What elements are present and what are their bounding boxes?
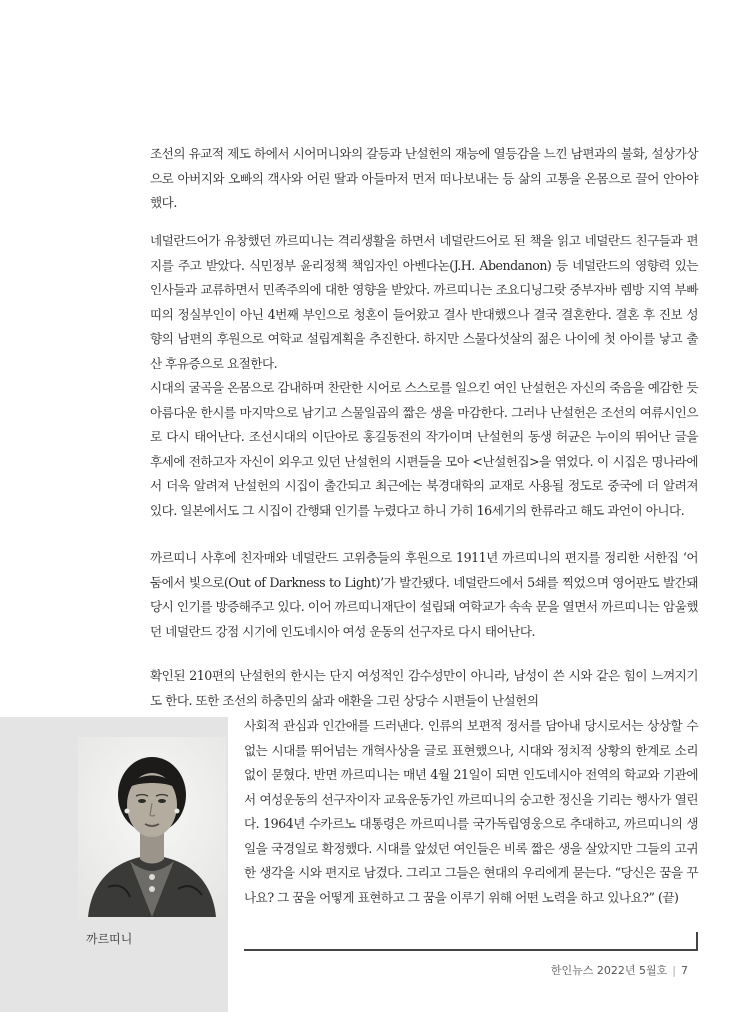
page-number: 7 [681,964,688,977]
paragraph-4: 까르띠니 사후에 친자매와 네덜란드 고위층들의 후원으로 1911년 까르띠니의 편지를 정리한 서한집 ‘어둠에서 빛으로(Out of Darkness to Light)’가 발간됐다. 네덜란드에서 5쇄를 찍었으며 영어판도 발간돼 당시 인기를 방증해주고 있다. 이어 까르띠니재단이 설립돼 여학교가 속속 문을 열면서 까르띠니는 암울했던 네덜란드 강점 시기에 인도네시아 여성 운동의 선구자로 다시 태어난다. [150,550,698,639]
end-bracket-horizontal [244,949,698,951]
photo-caption: 까르띠니 [86,932,133,946]
paragraph-2: 네덜란드어가 유창했던 까르띠니는 격리생활을 하면서 네덜란드어로 된 책을 읽고 네덜란드 친구들과 편지를 주고 받았다. 식민정부 윤리정책 책임자인 아벤다논(J.H. Abendanon) 등 네덜란드의 영향력 있는 인사들과 교류하면서 민족주의에 대한 영향을 받았다. 까르띠니는 조요디닝그랏 중부자바 렘방 지역 부빠띠의 정실부인이 아닌 4번째 부인으로 청혼이 들어왔고 결사 반대했으나 결국 결혼한다. 결혼 후 진보 성향의 남편의 후원으로 여학교 설립계획을 추진한다. 하지만 스물다섯살의 젊은 나이에 첫 아이를 낳고 출산 후유증으로 요절한다. [150,233,698,371]
publication-name: 한인뉴스 2022년 5월호 [550,964,668,977]
footer-divider: | [672,964,676,977]
page-footer [551,962,688,978]
paragraph-5-top: 확인된 210편의 난설헌의 한시는 단지 여성적인 감수성만이 아니라, 남성이 쓴 시와 같은 힘이 느껴지기도 한다. 또한 조선의 하층민의 삶과 애환을 그린 상당수 시편들이 난설헌의 [150,668,698,708]
paragraph-3: 시대의 굴곡을 온몸으로 감내하며 찬란한 시어로 스스로를 일으킨 여인 난설헌은 자신의 죽음을 예감한 듯 아름다운 한시를 마지막으로 남기고 스물일곱의 짧은 생을 마감한다. 그러나 난설헌은 조선의 여류시인으로 다시 태어난다. 조선시대의 이단아로 홍길동전의 작가이며 난설헌의 동생 허균은 누이의 뛰어난 글을 후세에 전하고자 자신이 외우고 있던 난설헌의 시편들을 모아 <난설헌집>을 엮었다. 이 시집은 명나라에서 더욱 알려져 난설헌의 시집이 출간되고 최근에는 북경대학의 교재로 사용될 정도로 중국에 더 알려져 있다. 일본에서도 그 시집이 간행돼 인기를 누렸다고 하니 가히 16세기의 한류라고 해도 과언이 아니다. [150,380,698,518]
paragraph-1: 조선의 유교적 제도 하에서 시어머니와의 갈등과 난설헌의 재능에 열등감을 느낀 남편과의 불화, 설상가상으로 아버지와 오빠의 객사와 어린 딸과 아들마저 먼저 떠나보내는 등 삶의 고통을 온몸으로 끌어 안아야 했다. [150,146,698,210]
portrait-photo [78,737,226,917]
end-bracket-vertical [696,932,698,950]
paragraph-5-wrap: 사회적 관심과 인간애를 드러낸다. 인류의 보편적 정서를 담아내 당시로서는 상상할 수 없는 시대를 뛰어넘는 개혁사상을 글로 표현했으나, 시대와 정치적 상황의 한계로 소리 없이 묻혔다. 반면 까르띠니는 매년 4월 21일이 되면 인도네시아 전역의 학교와 기관에서 여성운동의 선구자이자 교육운동가인 까르띠니의 숭고한 정신을 기리는 행사가 열린다. 1964년 수카르노 대통령은 까르띠니를 국가독립영웅으로 추대하고, 까르띠니의 생일을 국경일로 확정했다. 시대를 앞섰던 여인들은 비록 짧은 생을 살았지만 그들의 고귀한 생각을 시와 편지로 남겼다. 그리고 그들은 현대의 우리에게 묻는다. “당신은 꿈을 꾸나요? 그 꿈을 어떻게 표현하고 그 꿈을 이루기 위해 어떤 노력을 하고 있나요?” (끝) [244,718,698,905]
